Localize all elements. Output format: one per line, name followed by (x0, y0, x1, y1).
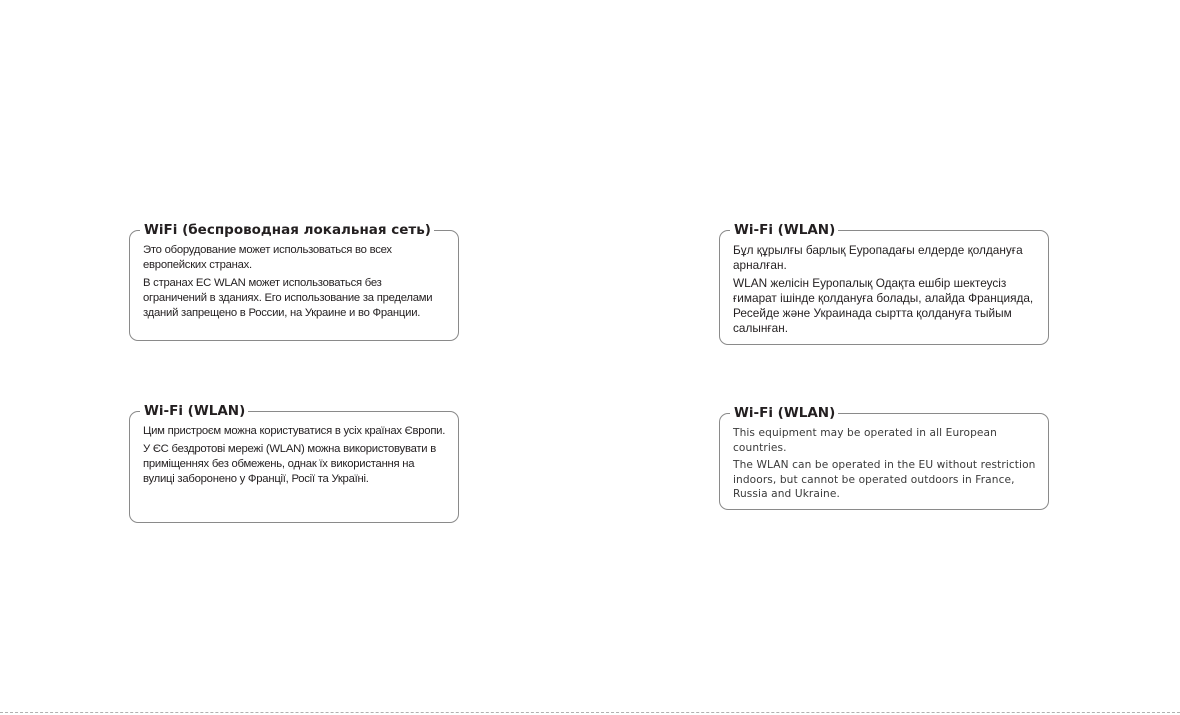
notice-kk-paragraph-2: WLAN желісін Еуропалық Одақта ешбір шектеусіз ғимарат ішінде қолдануға болады, алайда Францияда, Ресейде және Украинада сыртта қолдануға тыйым салынған. (733, 276, 1034, 335)
notice-ru-paragraph-2: В странах ЕС WLAN может использоваться без ограничений в зданиях. Его использование за пределами зданий запрещено в России, на Украине и во Франции. (143, 277, 433, 319)
notice-en-paragraph-2: The WLAN can be operated in the EU without restriction indoors, but cannot be operated outdoors in France, Russia and Ukraine. (733, 459, 1036, 500)
notice-ru (129, 222, 459, 341)
notice-ru-paragraph-1: Это оборудование может использоваться во всех европейских странах. (143, 244, 392, 271)
notice-kk-title: Wi-Fi (WLAN) (730, 221, 838, 239)
notice-uk-paragraph-1: Цим пристроєм можна користуватися в усіх країнах Європи. (143, 425, 446, 437)
notice-kk (719, 222, 1049, 345)
notice-uk (129, 403, 459, 523)
notice-uk-paragraph-2: У ЄС бездротові мережі (WLAN) можна використовувати в приміщеннях без обмежень, однак їх використання на вулиці заборонено у Франції, Росії та Україні. (143, 443, 436, 485)
page-bottom-rule (0, 712, 1180, 713)
notice-kk-paragraph-1: Бұл құрылғы барлық Еуропадағы елдерде қолдануға арналған. (733, 243, 1023, 272)
notice-en-title: Wi-Fi (WLAN) (730, 404, 838, 422)
notice-en (719, 405, 1049, 510)
notice-ru-title: WiFi (беспроводная локальная сеть) (140, 221, 434, 239)
notice-uk-title: Wi-Fi (WLAN) (140, 402, 248, 420)
notice-en-paragraph-1: This equipment may be operated in all European countries. (733, 427, 997, 454)
